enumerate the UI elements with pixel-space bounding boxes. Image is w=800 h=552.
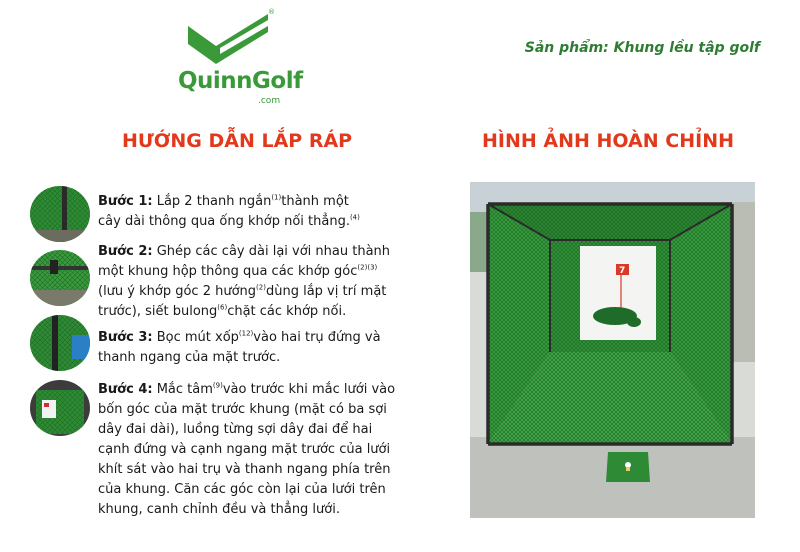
- step-4-ref: (9): [212, 381, 223, 390]
- step-2-ref: (6): [217, 303, 228, 312]
- completed-image-title: HÌNH ẢNH HOÀN CHỈNH: [482, 130, 734, 152]
- step-3-line: thanh ngang của mặt trước.: [98, 350, 281, 365]
- product-label: Sản phẩm: Khung lều tập golf: [524, 40, 760, 56]
- step-2-line: dùng lắp vị trí mặt: [265, 284, 387, 299]
- step-3-line: Bọc mút xốp: [156, 330, 239, 345]
- step-2-line: chặt các khớp nối.: [227, 304, 347, 319]
- registered-mark: ®: [268, 8, 275, 16]
- target-sheet: [580, 246, 656, 340]
- logo-mark-icon: [186, 8, 276, 66]
- step-4-line: bốn góc của mặt trước khung (mặt có ba sợi: [98, 402, 387, 417]
- step-3-ref: (12): [238, 329, 254, 338]
- step-4-text: [98, 380, 438, 520]
- step-2-ref: (2)(3): [357, 263, 378, 272]
- step-2-line: trước), siết bulong: [98, 304, 218, 319]
- step-1-line: thành một: [281, 194, 349, 209]
- step-2-ref: (2): [256, 283, 266, 292]
- step-1-ref: (1): [271, 193, 282, 202]
- step-4-line: khít sát vào hai trụ và thanh ngang phía trên: [98, 462, 391, 477]
- step-2-line: Ghép các cây dài lại với nhau thành: [156, 244, 391, 259]
- target-number: 7: [619, 266, 626, 276]
- step-1-image: [30, 186, 90, 242]
- step-3-label: Bước 3:: [98, 330, 153, 345]
- step-4-image: [30, 380, 90, 436]
- completed-golf-cage-photo: [470, 182, 755, 518]
- step-3-line: vào hai trụ đứng và: [253, 330, 381, 345]
- step-2-label: Bước 2:: [98, 244, 153, 259]
- assembly-guide-title: HƯỚNG DẪN LẮP RÁP: [122, 130, 353, 152]
- step-1-ref: (4): [349, 213, 360, 222]
- step-1-label: Bước 1:: [98, 194, 153, 209]
- step-2-text: [98, 242, 438, 322]
- step-2-line: (lưu ý khớp góc 2 hướng: [98, 284, 257, 299]
- brand-name: QuinnGolf: [178, 68, 303, 94]
- step-4-label: Bước 4:: [98, 382, 153, 397]
- step-4-line: vào trước khi mắc lưới vào: [222, 382, 396, 397]
- step-4-line: dây đai dài), luồng từng sợi dây đai để hai: [98, 422, 373, 437]
- step-2-line: một khung hộp thông qua các khớp góc: [98, 264, 358, 279]
- step-4-line: cạnh đứng và cạnh ngang mặt trước của lưới: [98, 442, 391, 457]
- step-4-line: Mắc tâm: [156, 382, 213, 397]
- step-1-line: Lắp 2 thanh ngắn: [156, 194, 272, 209]
- brand-domain: .com: [258, 96, 281, 106]
- step-4-line: khung, canh chỉnh đều và thẳng lưới.: [98, 502, 340, 517]
- step-3-image: [30, 315, 90, 371]
- brand-logo: [178, 8, 303, 108]
- step-1-text: [98, 192, 438, 232]
- step-3-text: [98, 328, 438, 368]
- step-2-image: [30, 250, 90, 306]
- step-1-line: cây dài thông qua ống khớp nối thẳng.: [98, 214, 350, 229]
- step-4-line: của khung. Căn các góc còn lại của lưới trên: [98, 482, 386, 497]
